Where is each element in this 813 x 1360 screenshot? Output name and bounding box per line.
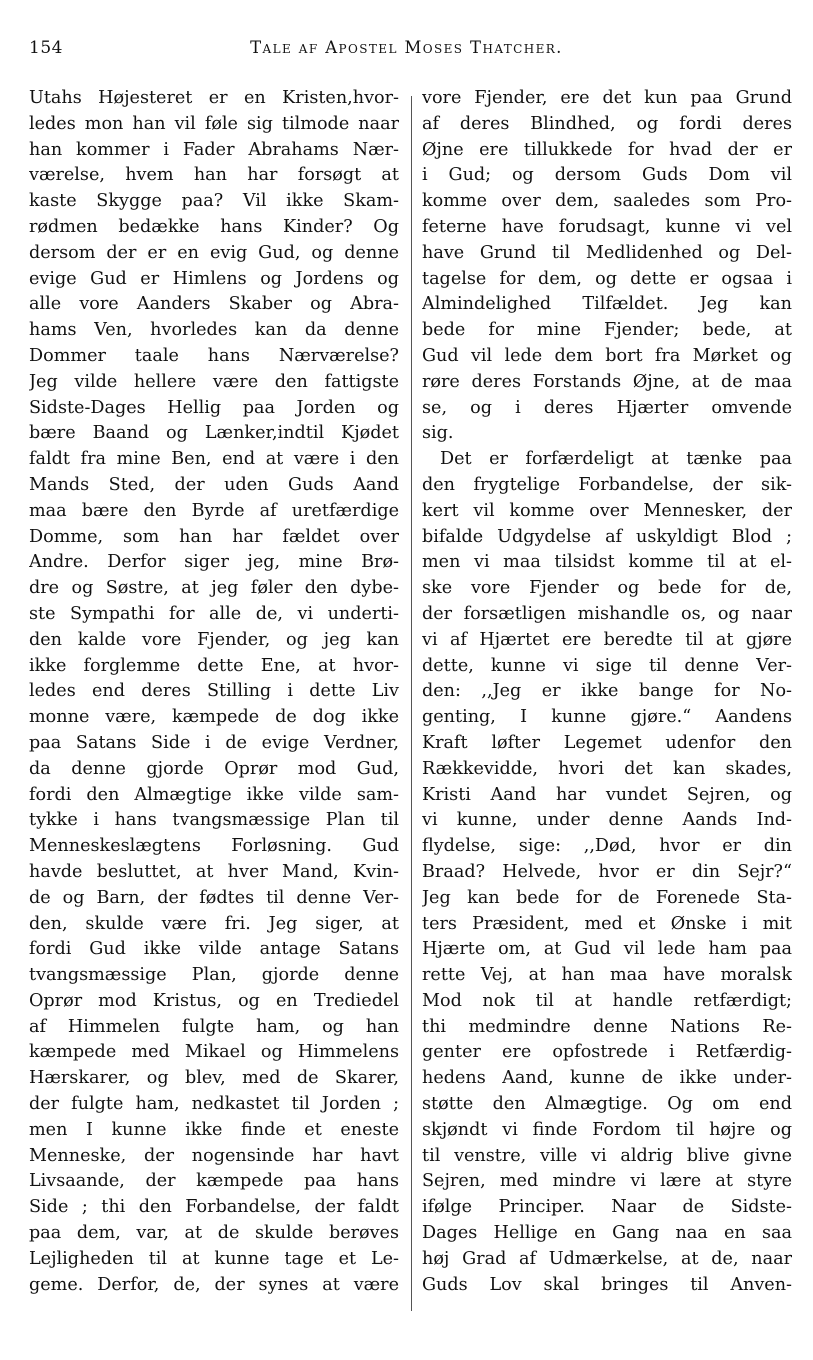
text-line: kert vil komme over Mennesker, der xyxy=(422,500,792,521)
text-line: ske vore Fjender og bede for de, xyxy=(422,578,792,599)
text-line: fordi Gud ikke vilde antage Satans xyxy=(29,939,399,960)
text-line: Dommer taale hans Nærværelse? xyxy=(29,345,399,366)
text-line: paa dem, var, at de skulde berøves xyxy=(29,1223,399,1244)
left-text-column xyxy=(29,86,399,1331)
text-line: rødmen bedække hans Kinder? Og xyxy=(29,216,399,237)
text-line: Livsaande, der kæmpede paa hans xyxy=(29,1171,399,1192)
text-line: Jeg vilde hellere være den fattigste xyxy=(29,371,399,392)
text-line: Kristi Aand har vundet Sejren, og xyxy=(422,784,792,805)
text-line: ledes mon han vil føle sig tilmode naar xyxy=(29,113,399,134)
text-line: hams Ven, hvorledes kan da denne xyxy=(29,320,399,341)
text-line: røre deres Forstands Øjne, at de maa xyxy=(422,371,792,392)
text-line: fordi den Almægtige ikke vilde sam- xyxy=(29,784,399,805)
text-line: Utahs Højesteret er en Kristen,hvor- xyxy=(29,88,399,108)
text-line: da denne gjorde Oprør mod Gud, xyxy=(29,758,399,779)
running-title: Tale af Apostel Moses Thatcher. xyxy=(250,38,563,57)
text-line: Kraft løfter Legemet udenfor den xyxy=(422,732,792,753)
text-line: Hjærte om, at Gud vil lede ham paa xyxy=(422,939,792,960)
page-number: 154 xyxy=(29,38,63,58)
text-line: genting, I kunne gjøre.“ Aandens xyxy=(422,707,792,728)
text-line: Rækkevidde, hvori det kan skades, xyxy=(422,758,792,779)
text-line: ters Præsident, med et Ønske i mit xyxy=(422,913,792,934)
text-line: Lejligheden til at kunne tage et Le- xyxy=(29,1248,399,1269)
text-line: flydelse, sige: ,,Død, hvor er din xyxy=(422,836,792,857)
text-line: ifølge Principer. Naar de Sidste- xyxy=(422,1197,792,1218)
text-line: Jeg kan bede for de Forenede Sta- xyxy=(422,887,792,908)
text-line: dersom der er en evig Gud, og denne xyxy=(29,242,399,263)
text-line: havde besluttet, at hver Mand, Kvin- xyxy=(29,861,399,882)
text-line: ledes end deres Stilling i dette Liv xyxy=(29,681,399,702)
text-line: alle vore Aanders Skaber og Abra- xyxy=(29,294,399,315)
text-line: genter ere opfostrede i Retfærdig- xyxy=(422,1042,792,1063)
text-line: støtte den Almægtige. Og om end xyxy=(422,1094,792,1115)
text-line: hedens Aand, kunne de ikke under- xyxy=(422,1068,792,1089)
text-line: sig. xyxy=(422,423,454,444)
text-line: vi kunne, under denne Aands Ind- xyxy=(422,810,792,831)
text-line: Mod nok til at handle retfærdigt; xyxy=(422,990,792,1011)
text-line: thi medmindre denne Nations Re- xyxy=(422,1016,792,1037)
text-line: Menneske, der nogensinde har havt xyxy=(29,1145,399,1166)
text-line: kæmpede med Mikael og Himmelens xyxy=(29,1042,399,1063)
text-line: skjøndt vi finde Fordom til højre og xyxy=(422,1119,792,1140)
text-line: bære Baand og Lænker,indtil Kjødet xyxy=(29,423,399,444)
text-line: høj Grad af Udmærkelse, at de, naar xyxy=(422,1248,792,1269)
text-line: Dages Hellige en Gang naa en saa xyxy=(422,1223,792,1244)
text-line: han kommer i Fader Abrahams Nær- xyxy=(29,139,399,160)
text-line: Det er forfærdeligt at tænke paa xyxy=(440,449,792,470)
text-line: af Himmelen fulgte ham, og han xyxy=(29,1016,399,1037)
text-line: Mands Sted, der uden Guds Aand xyxy=(29,474,399,495)
text-line: den, skulde være fri. Jeg siger, at xyxy=(29,913,399,934)
text-line: værelse, hvem han har forsøgt at xyxy=(29,165,399,186)
text-line: Braad? Helvede, hvor er din Sejr?“ xyxy=(422,861,792,882)
right-text-column xyxy=(422,86,792,1331)
text-line: have Grund til Medlidenhed og Del- xyxy=(422,242,792,263)
text-line: i Gud; og dersom Guds Dom vil xyxy=(422,165,792,186)
text-line: men I kunne ikke finde et eneste xyxy=(29,1119,399,1140)
text-line: ikke forglemme dette Ene, at hvor- xyxy=(29,655,399,676)
text-line: Oprør mod Kristus, og en Trediedel xyxy=(29,990,399,1011)
text-line: vore Fjender, ere det kun paa Grund xyxy=(422,88,792,108)
text-line: tvangsmæssige Plan, gjorde denne xyxy=(29,965,399,986)
text-line: Hærskarer, og blev, med de Skarer, xyxy=(29,1068,399,1089)
text-line: men vi maa tilsidst komme til at el- xyxy=(422,552,792,573)
text-line: Andre. Derfor siger jeg, mine Brø- xyxy=(29,552,399,573)
text-line: bifalde Udgydelse af uskyldigt Blod ; xyxy=(422,526,792,547)
text-line: de og Barn, der fødtes til denne Ver- xyxy=(29,887,399,908)
text-line: Side ; thi den Forbandelse, der faldt xyxy=(29,1197,399,1218)
text-line: den: ,,Jeg er ikke bange for No- xyxy=(422,681,792,702)
text-line: Almindelighed Tilfældet. Jeg kan xyxy=(422,294,792,315)
text-line: geme. Derfor, de, der synes at være xyxy=(29,1274,399,1295)
text-line: tagelse for dem, og dette er ogsaa i xyxy=(422,268,792,289)
text-line: Øjne ere tillukkede for hvad der er xyxy=(422,139,792,160)
text-line: ste Sympathi for alle de, vi underti- xyxy=(29,603,399,624)
text-line: komme over dem, saaledes som Pro- xyxy=(422,191,792,212)
text-line: der fulgte ham, nedkastet til Jorden ; xyxy=(29,1094,399,1115)
column-divider xyxy=(411,96,412,1311)
text-line: til venstre, ville vi aldrig blive givne xyxy=(422,1145,792,1166)
text-line: Sidste-Dages Hellig paa Jorden og xyxy=(29,397,399,418)
text-line: dre og Søstre, at jeg føler den dybe- xyxy=(29,578,399,599)
text-line: Sejren, med mindre vi lære at styre xyxy=(422,1171,792,1192)
text-line: kaste Skygge paa? Vil ikke Skam- xyxy=(29,191,399,212)
text-line: af deres Blindhed, og fordi deres xyxy=(422,113,792,134)
text-line: Menneskeslægtens Forløsning. Gud xyxy=(29,836,399,857)
text-line: Domme, som han har fældet over xyxy=(29,526,399,547)
text-line: tykke i hans tvangsmæssige Plan til xyxy=(29,810,399,831)
text-line: vi af Hjærtet ere beredte til at gjøre xyxy=(422,629,792,650)
text-line: faldt fra mine Ben, end at være i den xyxy=(29,449,399,470)
text-line: dette, kunne vi sige til denne Ver- xyxy=(422,655,792,676)
text-line: Gud vil lede dem bort fra Mørket og xyxy=(422,345,792,366)
text-line: evige Gud er Himlens og Jordens og xyxy=(29,268,399,289)
text-line: bede for mine Fjender; bede, at xyxy=(422,320,792,341)
text-line: maa bære den Byrde af uretfærdige xyxy=(29,500,399,521)
text-line: paa Satans Side i de evige Verdner, xyxy=(29,732,399,753)
text-line: feterne have forudsagt, kunne vi vel xyxy=(422,216,792,237)
text-line: den frygtelige Forbandelse, der sik- xyxy=(422,474,792,495)
text-line: der forsætligen mishandle os, og naar xyxy=(422,603,792,624)
text-line: monne være, kæmpede de dog ikke xyxy=(29,707,399,728)
text-line: rette Vej, at han maa have moralsk xyxy=(422,965,792,986)
text-line: den kalde vore Fjender, og jeg kan xyxy=(29,629,399,650)
text-line: se, og i deres Hjærter omvende xyxy=(422,397,792,418)
text-line: Guds Lov skal bringes til Anven- xyxy=(422,1274,792,1295)
